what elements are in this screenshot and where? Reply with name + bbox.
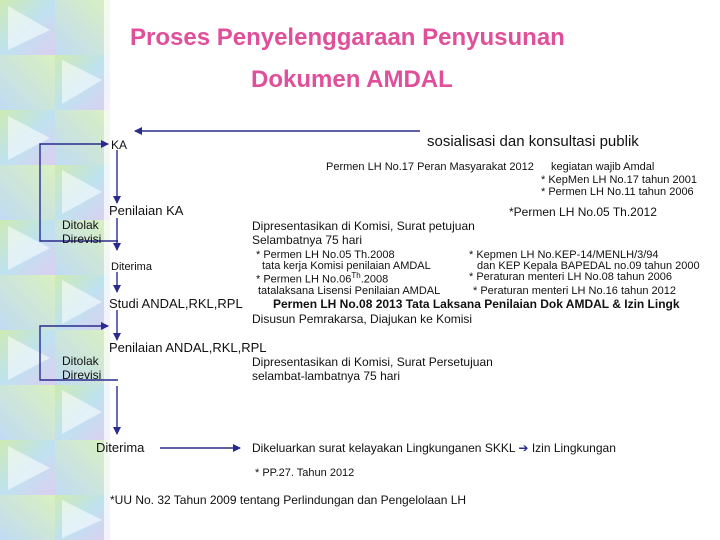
direvisi-label-2: Direvisi <box>62 368 102 382</box>
ref-permenlh16-2012: * Peraturan menteri LH No.16 tahun 2012 <box>473 285 677 297</box>
skkl-label: Dikeluarkan surat kelayakan Lingkunganen SKKL ➔ Izin Lingkungan <box>252 441 616 455</box>
ref-pp27-2012: * PP.27. Tahun 2012 <box>255 467 355 479</box>
ditolak-label-2: Ditolak <box>62 354 99 368</box>
penilaian-andal-label: Penilaian ANDAL,RKL,RPL <box>109 340 267 355</box>
dipresentasikan-andal-line1: Dipresentasikan di Komisi, Surat Persetujuan <box>252 355 493 369</box>
penilaian-ka-label: Penilaian KA <box>109 203 184 218</box>
diterima-label-1: Diterima <box>111 261 152 273</box>
ref-uu32-2009: *UU No. 32 Tahun 2009 tentang Perlindungan dan Pengelolaan LH <box>110 493 467 507</box>
ref-kepmen14: * Kepmen LH No.KEP-14/MENLH/3/94 <box>469 249 659 261</box>
step-ka-label: KA <box>111 138 128 152</box>
page-title-line2: Dokumen AMDAL <box>251 66 453 93</box>
studi-andal-label: Studi ANDAL,RKL,RPL <box>109 296 243 311</box>
ref-permenlh08-2006: * Peraturan menteri LH No.08 tahun 2006 <box>469 271 673 283</box>
ref-kep-bapedal: dan KEP Kepala BAPEDAL no.09 tahun 2000 <box>477 260 700 272</box>
dipresentasikan-ka-line1: Dipresentasikan di Komisi, Surat petujuan <box>252 219 475 233</box>
dipresentasikan-ka-line2: Selambatnya 75 hari <box>252 233 363 247</box>
ref-permen05-2012: *Permen LH No.05 Th.2012 <box>509 205 657 219</box>
ref-permen05-2008: * Permen LH No.05 Th.2008 <box>256 249 395 261</box>
page-title-line1: Proses Penyelenggaraan Penyusunan <box>130 24 565 51</box>
sosialisasi-label: sosialisasi dan konsultasi publik <box>427 133 639 150</box>
diterima-label-2: Diterima <box>96 440 145 455</box>
arrow-right-icon: ➔ <box>518 441 529 455</box>
ref-permen11: * Permen LH No.11 tahun 2006 <box>541 186 694 198</box>
ref-tata-kerja-komisi: tata kerja Komisi penilaian AMDAL <box>262 260 431 272</box>
direvisi-label-1: Direvisi <box>62 232 102 246</box>
ref-permen17: Permen LH No.17 Peran Masyarakat 2012 <box>326 161 534 173</box>
dipresentasikan-andal-line2: selambat-lambatnya 75 hari <box>252 369 401 383</box>
ref-kegiatan-wajib: kegiatan wajib Amdal <box>551 161 655 173</box>
ditolak-label-1: Ditolak <box>62 218 99 232</box>
ref-permen08-2013: Permen LH No.08 2013 Tata Laksana Penilaian Dok AMDAL & Izin Lingk <box>273 297 680 311</box>
disusun-pemrakarsa: Disusun Pemrakarsa, Diajukan ke Komisi <box>252 312 473 326</box>
ref-kepmen17: * KepMen LH No.17 tahun 2001 <box>541 174 697 186</box>
ref-tatalaksana-lisensi: tatalaksana Lisensi Penilaian AMDAL <box>258 285 441 297</box>
ref-permen06-2008: * Permen LH No.06Th.2008 <box>256 271 389 286</box>
